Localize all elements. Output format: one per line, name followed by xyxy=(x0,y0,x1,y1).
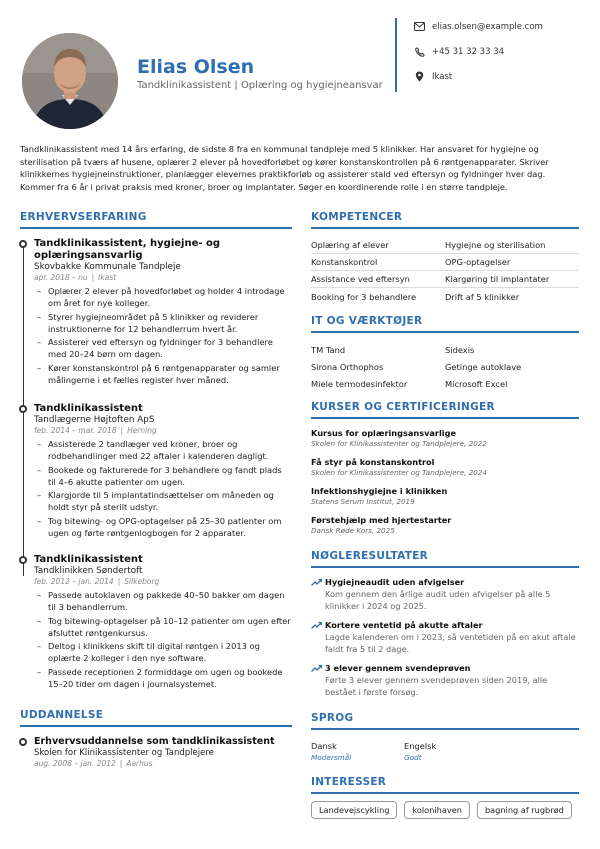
education-title: Erhvervsuddannelse som tandklinikassistent xyxy=(34,736,275,747)
job-company: Tandklinikken Søndertoft xyxy=(34,566,143,576)
achievement-entry xyxy=(311,663,579,698)
achievement-title: Kortere ventetid på akutte aftaler xyxy=(325,620,483,630)
course-provider: Statens Serum Institut, 2019 xyxy=(311,497,415,506)
job-meta: apr. 2018 – nu | Ikast xyxy=(34,273,117,282)
job-bullet: – Klargjorde til 5 implantatindsættelser om måneden og holdt styr på sterilt udstyr. xyxy=(34,489,292,514)
skill-item: Oplæring af elever xyxy=(311,240,389,250)
interest-tags xyxy=(311,801,572,819)
courses-heading: KURSER OG CERTIFICERINGER xyxy=(311,401,495,413)
achievement-entry xyxy=(311,620,579,655)
course-entry xyxy=(311,457,579,478)
experience-rule xyxy=(20,227,292,229)
interest-tag: kolonihaven xyxy=(404,801,469,819)
tool-item: Sirona Orthophos xyxy=(311,361,384,372)
tool-item: TM Tand xyxy=(311,344,346,355)
course-entry xyxy=(311,486,579,507)
course-title: Infektionshygiejne i klinikken xyxy=(311,486,448,496)
language-entry xyxy=(404,740,436,764)
education-location: Aarhus xyxy=(126,759,153,768)
interest-tag: bagning af rugbrød xyxy=(477,801,572,819)
tool-item: Miele termodesinfektor xyxy=(311,378,408,389)
timeline-dot xyxy=(19,240,27,248)
timeline-dot xyxy=(19,738,27,746)
language-name: Dansk xyxy=(311,741,337,751)
job-location: Ikast xyxy=(98,273,117,282)
achievement-desc: Lagde kalenderen om i 2023, så ventetiden på en akut aftale faldt fra 5 til 2 dage. xyxy=(325,632,576,654)
header-divider xyxy=(395,18,397,92)
job-dates: apr. 2018 – nu xyxy=(34,273,88,282)
education-heading: UDDANNELSE xyxy=(20,709,104,721)
job-bullet: – Deltog i klinikkens skift til digital røntgen i 2013 og oplærte 2 kolleger i den nye software. xyxy=(34,640,292,665)
tool-row xyxy=(311,358,579,375)
education-meta: aug. 2008 – jan. 2012 | Aarhus xyxy=(34,759,153,768)
skill-item: Drift af 5 klinikker xyxy=(445,291,520,302)
contact-email[interactable] xyxy=(414,21,543,32)
trend-up-icon xyxy=(311,578,322,587)
course-title: Førstehjælp med hjertestarter xyxy=(311,515,452,525)
skill-row xyxy=(311,237,579,254)
tool-row xyxy=(311,341,579,358)
achievement-title: Hygiejneaudit uden afvigelser xyxy=(325,577,465,587)
job-bullet: – Bookede og fakturerede for 3 behandlere og fandt plads til 4–6 akutte patienter om ugen. xyxy=(34,464,292,489)
job-bullet: – Passede receptionen 2 formiddage om ugen og bookede 15–20 tider om dagen i journalsystemet. xyxy=(34,666,292,691)
job-bullet: – Oplærer 2 elever på hovedforløbet og holder 4 introdage om året for nye kolleger. xyxy=(34,285,292,310)
language-entry xyxy=(311,740,351,764)
job-company: Skovbakke Kommunale Tandpleje xyxy=(34,262,181,272)
skill-row xyxy=(311,288,579,305)
skills-heading: KOMPETENCER xyxy=(311,211,403,223)
skill-item: Assistance ved eftersyn xyxy=(311,274,410,284)
job-title: Tandklinikassistent xyxy=(34,554,143,565)
skill-item: Konstanskontrol xyxy=(311,257,378,267)
tool-item: Getinge autoklave xyxy=(445,361,522,372)
tools-heading: IT OG VÆRKTØJER xyxy=(311,315,423,327)
job-title: Tandklinikassistent, hygiejne- og oplæringsansvarlig xyxy=(34,238,221,261)
mail-icon xyxy=(414,21,425,32)
achievement-desc: Kom gennem den årlige audit uden afvigelser på alle 5 klinikker i 2024 og 2025. xyxy=(325,589,551,611)
course-provider: Dansk Røde Kors, 2025 xyxy=(311,526,395,535)
job-bullet: – Tog bitewing-optagelser på 10–12 patienter om ugen efter afsluttet røntgenkursus. xyxy=(34,615,292,640)
language-level: Modersmål xyxy=(311,753,352,762)
achievements-heading: NØGLERESULTATER xyxy=(311,550,429,562)
tools-grid xyxy=(311,341,579,392)
course-provider: Skolen for Klinikassistenter og Tandplejere, 2022 xyxy=(311,439,487,448)
job-dates: feb. 2012 – jan. 2014 xyxy=(34,577,114,586)
languages-heading: SPROG xyxy=(311,712,354,724)
course-entry xyxy=(311,515,579,536)
education-school: Skolen for Klinikassistenter og Tandplejere xyxy=(34,748,214,758)
job-bullet: – Kører konstanskontrol på 6 røntgenapparater og samler målingerne i et fælles register hver måned. xyxy=(34,362,292,387)
job-bullet: – Styrer hygiejneområdet på 5 klinikker og reviderer instruktionerne for 12 behandlerrum hvert år. xyxy=(34,311,292,336)
job-bullet: – Passede autoklaven og pakkede 40–50 bakker om dagen til 3 behandlerrum. xyxy=(34,589,292,614)
tool-item: Microsoft Excel xyxy=(445,378,508,389)
location-pin-icon xyxy=(414,71,425,82)
job-meta: feb. 2014 – mar. 2018 | Herning xyxy=(34,426,157,435)
achievement-desc: Førte 3 elever gennem svendeprøven siden 2019, alle bestået i første forsøg. xyxy=(325,675,548,697)
skill-item: Hygiejne og sterilisation xyxy=(445,240,546,250)
achievement-title: 3 elever gennem svendeprøven xyxy=(325,663,471,673)
job-location: Silkeborg xyxy=(124,577,160,586)
course-entry xyxy=(311,428,579,449)
tools-rule xyxy=(311,331,579,333)
courses-rule xyxy=(311,417,579,419)
person-name: Elias Olsen xyxy=(137,56,255,78)
course-provider: Skolen for Klinikassistenter og Tandplejere, 2024 xyxy=(311,468,487,477)
skills-grid xyxy=(311,237,579,305)
trend-up-icon xyxy=(311,621,322,630)
job-meta: feb. 2012 – jan. 2014 | Silkeborg xyxy=(34,577,160,586)
job-bullet: – Assisterer ved eftersyn og fyldninger for 3 behandlere med 20–24 børn om dagen. xyxy=(34,336,292,361)
email-text: elias.olsen@example.com xyxy=(432,21,543,32)
skill-row xyxy=(311,254,579,271)
course-title: Kursus for oplæringsansvarlige xyxy=(311,428,457,438)
experience-heading: ERHVERVSERFARING xyxy=(20,211,147,223)
achievement-entry xyxy=(311,577,579,612)
timeline-dot xyxy=(19,556,27,564)
job-company: Tandlægerne Højtoften ApS xyxy=(34,415,155,425)
interest-tag: Landevejscykling xyxy=(311,801,397,819)
contact-phone[interactable] xyxy=(414,46,504,57)
skill-row xyxy=(311,271,579,288)
job-bullet: – Assisterede 2 tandlæger ved kroner, broer og rodbehandlinger med 22 aftaler i kalenderen dagligt. xyxy=(34,438,292,463)
phone-icon xyxy=(414,46,425,57)
skill-item: Booking for 3 behandlere xyxy=(311,291,417,302)
language-level: Godt xyxy=(404,753,422,762)
languages-rule xyxy=(311,728,579,730)
trend-up-icon xyxy=(311,664,322,673)
location-text: Ikast xyxy=(432,71,453,82)
language-name: Engelsk xyxy=(404,741,437,751)
skill-item: Klargøring til implantater xyxy=(445,274,550,284)
contact-location xyxy=(414,71,452,82)
job-dates: feb. 2014 – mar. 2018 xyxy=(34,426,117,435)
profile-summary: Tandklinikassistent med 14 års erfaring, de sidste 8 fra en kommunal tandpleje med 5 klinikker. Har ansvaret for hygiejne og sterilisation på tværs af husene, oplærer 2 elever på hovedforløbet og kører konstanskontrollen på 6 røntgenapparater. Skriver klinikkernes hygiejneinstruktioner, planlægger elevernes praktikforløb og assisterer stald ved eftersyn og fyldninger hver dag. Kommer fra 6 år i privat praksis med kroner, broer og implantater. Søger en koordinerende rolle i en større tandpleje. xyxy=(20,144,549,192)
skills-rule xyxy=(311,227,579,229)
tool-row xyxy=(311,375,579,392)
tool-item: Sidexis xyxy=(445,344,475,355)
education-entry xyxy=(34,736,292,771)
course-title: Få styr på konstanskontrol xyxy=(311,457,435,467)
interests-rule xyxy=(311,792,579,794)
job-title: Tandklinikassistent xyxy=(34,403,143,414)
education-dates: aug. 2008 – jan. 2012 xyxy=(34,759,116,768)
job-headline: Tandklinikassistent | Oplæring og hygiejneansvar xyxy=(137,80,383,91)
timeline-dot xyxy=(19,405,27,413)
profile-photo xyxy=(22,33,118,129)
education-rule xyxy=(20,725,292,727)
job-entry xyxy=(34,403,292,540)
job-location: Herning xyxy=(127,426,157,435)
skill-item: OPG-optagelser xyxy=(445,257,511,267)
job-entry xyxy=(34,238,292,387)
job-bullet: – Tog bitewing- og OPG-optagelser på 25–30 patienter om ugen og førte røntgenlogbogen for 2 apparater. xyxy=(34,515,292,540)
interests-heading: INTERESSER xyxy=(311,776,387,788)
phone-text: +45 31 32 33 34 xyxy=(432,46,505,57)
achievements-rule xyxy=(311,566,579,568)
job-entry xyxy=(34,554,292,691)
